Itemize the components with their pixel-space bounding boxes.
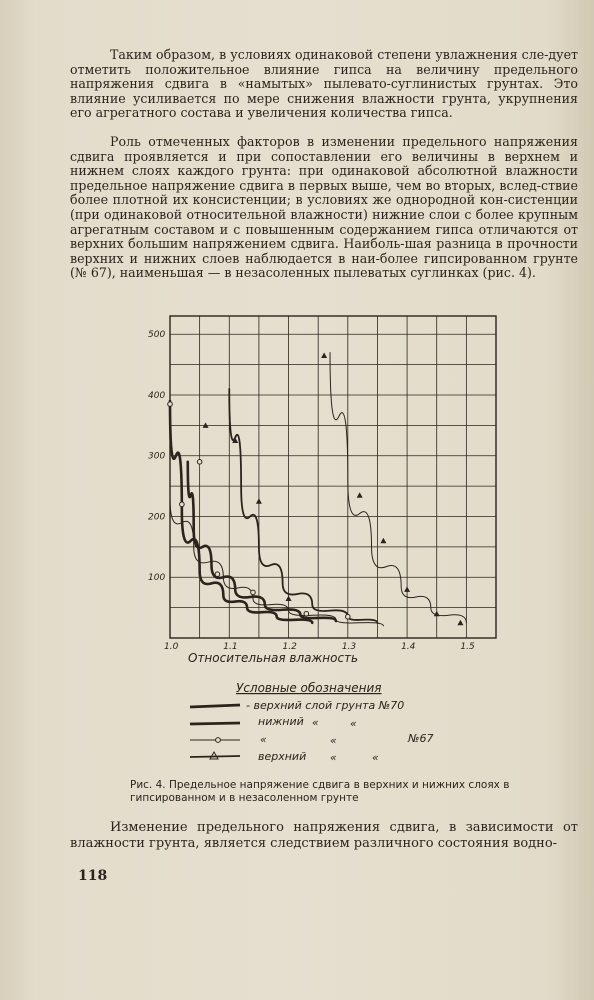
legend bbox=[190, 699, 433, 764]
legend-row-2-ditto-1: « bbox=[312, 716, 319, 729]
y-tick-label: 300 bbox=[148, 451, 166, 462]
legend-marker-triangle bbox=[210, 752, 218, 759]
data-point-triangle bbox=[457, 620, 463, 626]
data-point-circle bbox=[215, 572, 220, 577]
data-point-circle bbox=[180, 502, 185, 507]
data-point-circle bbox=[346, 614, 351, 619]
chart-grid bbox=[170, 316, 496, 638]
x-tick-label: 1.5 bbox=[460, 642, 475, 652]
legend-line-1 bbox=[190, 705, 240, 707]
legend-row-3-ditto-1: « bbox=[260, 733, 267, 746]
data-point-circle bbox=[304, 611, 309, 616]
data-point-triangle bbox=[404, 586, 410, 592]
x-tick-label: 1.3 bbox=[341, 642, 357, 652]
legend-row-4-text: верхний bbox=[258, 750, 307, 763]
series-line-5 bbox=[330, 352, 466, 622]
x-tick-label: 1.1 bbox=[223, 642, 238, 652]
legend-row-3-label: №67 bbox=[408, 732, 434, 745]
x-axis-label: Относительная влажность bbox=[188, 651, 359, 665]
page-number: 118 bbox=[78, 868, 108, 884]
x-tick-label: 1.4 bbox=[401, 642, 416, 652]
paragraph-3: Изменение предельного напряжения сдвига, в зависимости от влажности грунта, является следствием различного состояния водно- bbox=[70, 820, 578, 851]
legend-row-4-ditto-1: « bbox=[330, 751, 337, 764]
legend-row-3-ditto-2: « bbox=[330, 734, 337, 747]
y-tick-label: 400 bbox=[148, 390, 166, 401]
data-point-circle bbox=[197, 460, 202, 465]
series-line-4 bbox=[229, 389, 377, 623]
series-line-1 bbox=[170, 401, 312, 623]
y-tick-label: 100 bbox=[148, 573, 166, 584]
data-point-triangle bbox=[286, 596, 292, 602]
shear-stress-chart bbox=[0, 300, 594, 780]
series-line-3 bbox=[170, 498, 383, 626]
y-tick-label: 200 bbox=[148, 512, 166, 523]
legend-line-2 bbox=[190, 723, 240, 724]
legend-row-2-text: нижний bbox=[258, 715, 304, 728]
series-line-2 bbox=[188, 462, 336, 621]
data-point-circle bbox=[168, 402, 173, 407]
legend-row-1-text: - верхний слой грунта №70 bbox=[246, 699, 405, 712]
paragraph-2: Роль отмеченных факторов в изменении предельного напряжения сдвига проявляется и при сопоставлении его величины в верхнем и нижнем слоях каждого грунта: при одинаковой абсолютной влажности предельное напряжение сдвига в первых выше, чем во вторых, вслед-ствие более плотной их консистенции; в условиях же однородной кон-систенции (при одинаковой относительной влажности) нижние слои с более крупным агрегатным составом и с повышенным содержанием гипса отличаются от верхних большим напряжением сдвига. Наиболь-шая разница в прочности верхних и нижних слоев наблюдается в наи-более гипсированном грунте (№ 67), наименьшая — в незасоленных пылеватых суглинках (рис. 4). bbox=[70, 134, 578, 281]
data-point-circle bbox=[251, 590, 256, 595]
y-tick-label: 500 bbox=[148, 330, 166, 341]
legend-row-4-ditto-2: « bbox=[372, 751, 379, 764]
data-point-triangle bbox=[357, 492, 363, 498]
data-point-triangle bbox=[256, 498, 262, 504]
paragraph-1: Таким образом, в условиях одинаковой степени увлажнения сле-дует отметить положительное влияние гипса на величину предельного напряжения сдвига в «намытых» пылевато-суглинистых грунтах. Это влияние усиливается по мере снижения влажности грунта, укрупнения его агрегатного состава и увеличения количества гипса. bbox=[70, 47, 578, 121]
legend-title: Условные обозначения bbox=[236, 681, 382, 695]
x-tick-label: 1.2 bbox=[282, 642, 297, 652]
legend-marker-circle bbox=[216, 738, 221, 743]
data-point-triangle bbox=[321, 352, 327, 358]
legend-line-4 bbox=[190, 756, 240, 757]
figure-caption: Рис. 4. Предельное напряжение сдвига в верхних и нижних слоях в гипсированном и в незасоленном грунте bbox=[130, 779, 510, 804]
data-point-triangle bbox=[380, 538, 386, 544]
x-tick-label: 1.0 bbox=[164, 642, 179, 652]
data-point-triangle bbox=[434, 611, 440, 617]
legend-row-2-ditto-2: « bbox=[350, 717, 357, 730]
